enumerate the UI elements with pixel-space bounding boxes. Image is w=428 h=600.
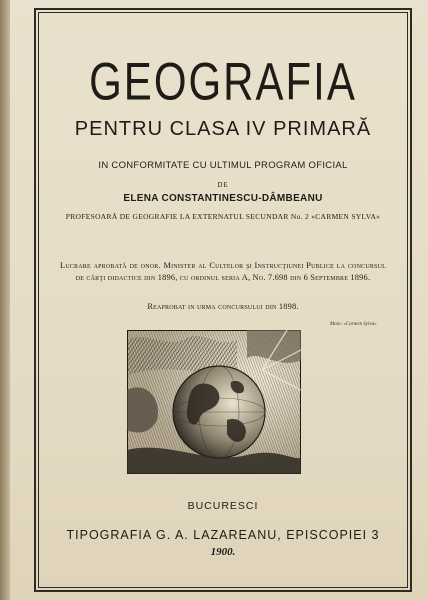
book-spine-edge (0, 0, 10, 600)
reapproval-note: Reaprobat in urma concursului din 1898. (147, 302, 299, 311)
approval-paragraph: Lucrare aprobată de onor. Minister al Cultelor şi Instrucţiunei Publice la concursul de cărţi didactice din 1896, cu ordinul seria A, No. 7.698 din 6 Septembre 1896. (60, 261, 386, 282)
globe-engraving-icon (127, 330, 301, 474)
publication-year: 1900. (210, 546, 236, 558)
author-name: ELENA CONSTANTINESCU-DÂMBEANU (123, 193, 323, 204)
city: BUCURESCI (187, 500, 259, 512)
printer-line: TIPOGRAFIA G. A. LAZAREANU, EPISCOPIEI 3 (66, 528, 380, 542)
book-title: GEOGRAFIA (89, 52, 357, 111)
motto-note: Moto: «Carmen Sylva» (330, 322, 377, 327)
conformity-note: IN CONFORMITATE CU ULTIMUL PROGRAM OFICIAL (98, 160, 348, 171)
by-label: DE (217, 181, 229, 189)
author-role: PROFESOARĂ DE GEOGRAFIE LA EXTERNATUL SECUNDAR No. 2 «CARMEN SYLVA» (65, 212, 381, 221)
book-subtitle: PENTRU CLASA IV PRIMARĂ (74, 118, 372, 140)
